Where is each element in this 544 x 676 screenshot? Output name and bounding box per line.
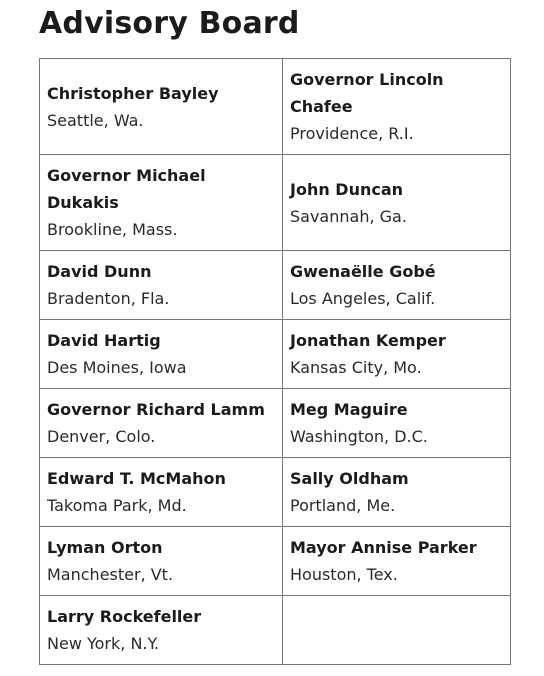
member-cell bbox=[40, 251, 283, 320]
member-location: Seattle, Wa. bbox=[47, 110, 144, 130]
member-cell bbox=[283, 527, 511, 596]
member-cell bbox=[283, 251, 511, 320]
member-name: Mayor Annise Parker bbox=[290, 538, 477, 557]
member-name: David Hartig bbox=[47, 331, 161, 350]
member-location: Providence, R.I. bbox=[290, 124, 414, 143]
member-location: New York, N.Y. bbox=[47, 634, 160, 653]
member-location: Des Moines, Iowa bbox=[47, 358, 187, 377]
member-cell bbox=[40, 458, 283, 527]
table-row bbox=[40, 458, 511, 527]
member-cell bbox=[283, 389, 511, 458]
table-row bbox=[40, 320, 511, 389]
member-location: Los Angeles, Calif. bbox=[290, 289, 436, 308]
page-title: Advisory Board bbox=[39, 6, 300, 41]
member-name: Gwenaëlle Gobé bbox=[290, 262, 436, 281]
table-row bbox=[40, 251, 511, 320]
member-name: Jonathan Kemper bbox=[290, 331, 446, 350]
member-location: Manchester, Vt. bbox=[47, 565, 174, 584]
member-location: Bradenton, Fla. bbox=[47, 289, 170, 308]
member-cell bbox=[283, 59, 511, 155]
member-location: Houston, Tex. bbox=[290, 565, 398, 584]
table-row bbox=[40, 527, 511, 596]
member-name: Larry Rockefeller bbox=[47, 607, 202, 626]
member-cell bbox=[40, 320, 283, 389]
member-name: Governor Lincoln Chafee bbox=[290, 70, 444, 116]
member-name: John Duncan bbox=[290, 179, 404, 199]
member-location: Brookline, Mass. bbox=[47, 220, 178, 239]
member-name: Meg Maguire bbox=[290, 400, 408, 419]
table-row bbox=[40, 59, 511, 155]
member-name: Sally Oldham bbox=[290, 469, 409, 488]
table-row bbox=[40, 596, 511, 665]
member-name: Edward T. McMahon bbox=[47, 469, 226, 488]
member-location: Savannah, Ga. bbox=[290, 206, 407, 226]
member-location: Portland, Me. bbox=[290, 496, 396, 515]
member-cell bbox=[40, 389, 283, 458]
member-location: Washington, D.C. bbox=[290, 427, 428, 446]
empty-cell bbox=[283, 596, 511, 665]
member-cell bbox=[283, 155, 511, 251]
member-name: Governor Michael Dukakis bbox=[47, 166, 206, 212]
member-cell bbox=[40, 59, 283, 155]
member-location: Takoma Park, Md. bbox=[47, 496, 187, 515]
member-cell bbox=[283, 320, 511, 389]
member-name: Lyman Orton bbox=[47, 538, 163, 557]
table-row bbox=[40, 155, 511, 251]
member-cell bbox=[40, 596, 283, 665]
advisory-board-table bbox=[39, 58, 511, 665]
table-row bbox=[40, 389, 511, 458]
member-location: Kansas City, Mo. bbox=[290, 358, 422, 377]
member-cell bbox=[40, 155, 283, 251]
member-cell bbox=[40, 527, 283, 596]
member-name: Christopher Bayley bbox=[47, 83, 219, 103]
member-name: David Dunn bbox=[47, 262, 152, 281]
member-cell bbox=[283, 458, 511, 527]
member-name: Governor Richard Lamm bbox=[47, 400, 265, 419]
member-location: Denver, Colo. bbox=[47, 427, 156, 446]
